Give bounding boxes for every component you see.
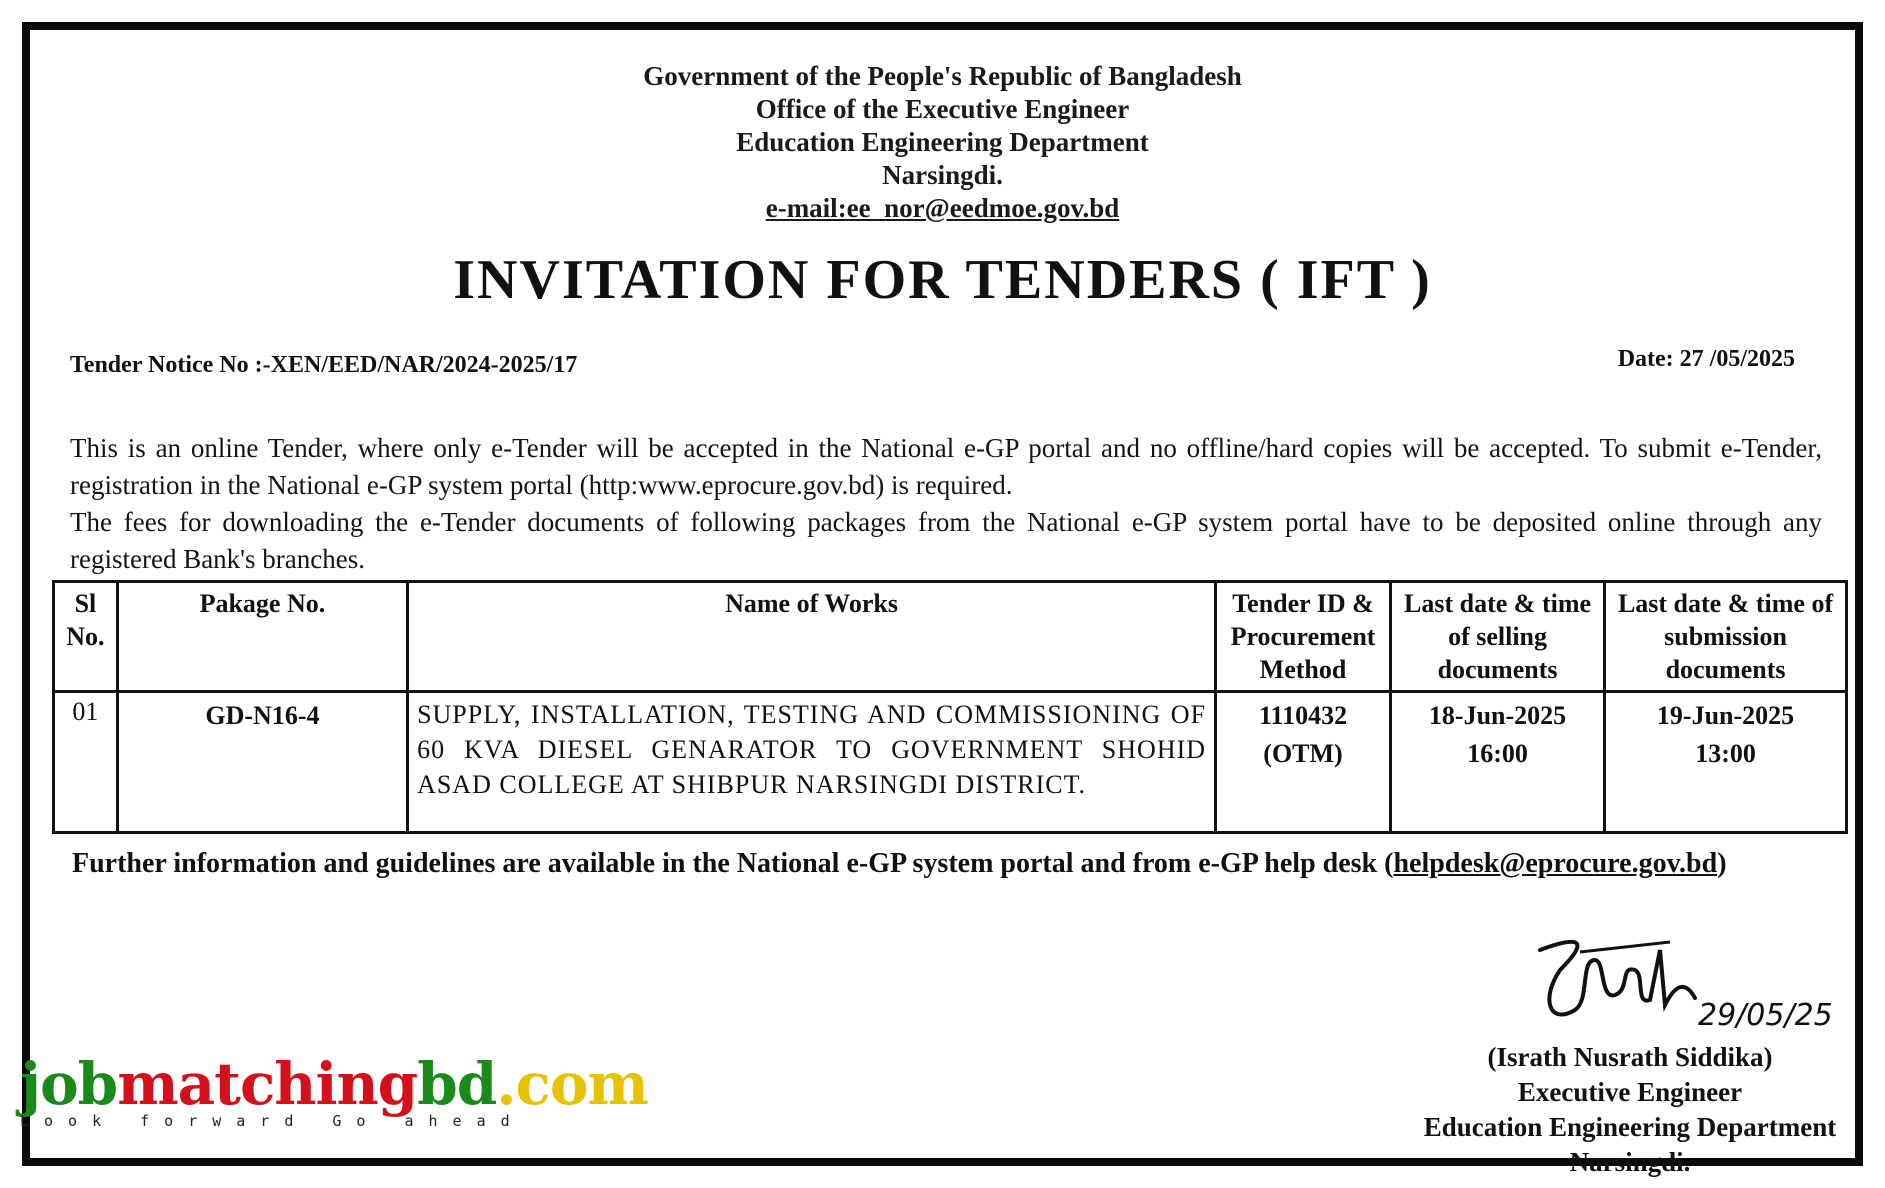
tender-id: 1110432 bbox=[1258, 701, 1348, 730]
submission-time: 13:00 bbox=[1695, 739, 1756, 768]
table-header-row bbox=[54, 582, 1847, 692]
signature-icon bbox=[1520, 930, 1840, 1040]
header-sl: Sl No. bbox=[54, 582, 118, 692]
cell-works: SUPPLY, INSTALLATION, TESTING AND COMMISSIONING OF 60 KVA DIESEL GENARATOR TO GOVERNMENT SHOHID ASAD COLLEGE AT SHIBPUR NARSINGDI DISTRICT. bbox=[408, 692, 1216, 833]
document-title: INVITATION FOR TENDERS ( IFT ) bbox=[453, 249, 1432, 311]
office-header bbox=[30, 60, 1855, 225]
tender-notice-number: Tender Notice No :-XEN/EED/NAR/2024-2025/17 bbox=[70, 352, 578, 378]
office-line: Office of the Executive Engineer bbox=[755, 94, 1130, 124]
submission-date: 19-Jun-2025 bbox=[1656, 701, 1795, 730]
procurement-method: (OTM) bbox=[1263, 739, 1343, 768]
table-row bbox=[54, 692, 1847, 833]
cell-sl: 01 bbox=[54, 692, 118, 833]
department-line: Education Engineering Department bbox=[736, 127, 1149, 157]
cell-submission bbox=[1605, 692, 1847, 833]
watermark-tagline: Look forward Go ahead bbox=[20, 1112, 525, 1130]
selling-date: 18-Jun-2025 bbox=[1428, 701, 1567, 730]
notice-date: Date: 27 /05/2025 bbox=[1617, 346, 1795, 372]
header-selling: Last date & time of selling documents bbox=[1391, 582, 1605, 692]
document-frame bbox=[22, 22, 1863, 1177]
signature-date: 29/05/25 bbox=[1698, 998, 1833, 1033]
signatory-department: Education Engineering Department bbox=[1423, 1112, 1837, 1142]
location-line: Narsingdi. bbox=[882, 160, 1003, 190]
further-info bbox=[72, 848, 1727, 880]
watermark-logo bbox=[20, 1050, 660, 1130]
header-submission: Last date & time of submission documents bbox=[1605, 582, 1847, 692]
signatory-name: (Israth Nusrath Siddika) bbox=[1487, 1042, 1773, 1072]
signatory-location: Narsingdi. bbox=[1569, 1147, 1691, 1177]
intro-paragraph: This is an online Tender, where only e-Tender will be accepted in the National e-GP portal and no offline/hard copies will be accepted. To submit e-Tender, registration in the National e-GP system portal (http:www.eprocure.gov.bd) is required. bbox=[70, 433, 1822, 500]
tender-table bbox=[52, 580, 1848, 834]
cell-package: GD-N16-4 bbox=[117, 692, 407, 833]
helpdesk-email-link[interactable]: helpdesk@eprocure.gov.bd bbox=[1393, 848, 1718, 879]
header-works: Name of Works bbox=[408, 582, 1216, 692]
further-info-text: Further information and guidelines are available in the National e-GP system portal and from e-GP help desk ( bbox=[72, 848, 1394, 879]
signatory-details bbox=[1410, 1040, 1850, 1180]
header-package: Pakage No. bbox=[117, 582, 407, 692]
government-line: Government of the People's Republic of Bangladesh bbox=[643, 61, 1242, 91]
header-tender-id: Tender ID & Procurement Method bbox=[1216, 582, 1391, 692]
selling-time: 16:00 bbox=[1467, 739, 1528, 768]
watermark-brand: jobmatchingbd.com bbox=[20, 1050, 648, 1118]
cell-tender-id bbox=[1216, 692, 1391, 833]
cell-selling bbox=[1391, 692, 1605, 833]
further-info-close: ) bbox=[1717, 848, 1727, 879]
email-line: e-mail:ee_nor@eedmoe.gov.bd bbox=[765, 193, 1120, 223]
signatory-designation: Executive Engineer bbox=[1517, 1077, 1743, 1107]
fees-paragraph: The fees for downloading the e-Tender documents of following packages from the National e-GP system portal have to be deposited online through any registered Bank's branches. bbox=[70, 507, 1822, 574]
